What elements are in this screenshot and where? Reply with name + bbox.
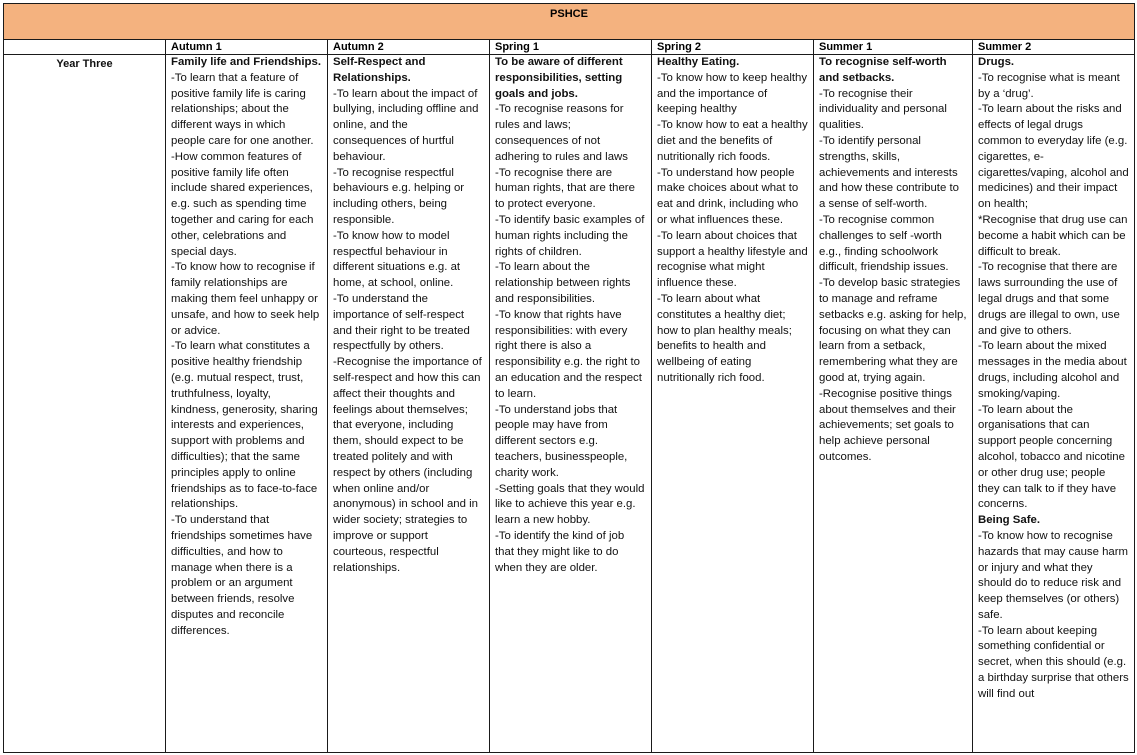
objective-item: -To learn about the relationship between rights and responsibilities. [495, 261, 631, 305]
objective-item: -To learn about what constitutes a healthy diet; how to plan healthy meals; benefits to health and wellbeing of eating nutritionally rich food. [657, 292, 792, 384]
objective-item: -To know how to model respectful behaviour in different situations e.g. at home, at school, online. [333, 229, 461, 290]
term-header-spring-1: Spring 1 [490, 40, 652, 55]
objective-item: -To recognise respectful behaviours e.g. helping or including others, being responsible. [333, 166, 465, 226]
topic-title: Drugs. [978, 56, 1015, 68]
objective-item: -To recognise common challenges to self -worth e.g., finding schoolwork difficult, friendship issues. [819, 213, 949, 274]
objective-item: -How common features of positive family life often include shared experiences, e.g. such as spending time together and caring for each other, celebrations and special days. [171, 150, 314, 258]
objective-item: -To learn that a feature of positive family life is caring relationships; about the different ways in which people care for one another. [171, 71, 314, 147]
content-cell-autumn-1 [166, 55, 328, 753]
objective-item: -To understand how people make choices about what to eat and drink, including who or what influences these. [657, 166, 799, 226]
objective-item: -To learn about keeping something confidential or secret, when this should (e.g. a birthday surprise that others will find out [978, 624, 1129, 700]
term-header-spring-2: Spring 2 [652, 40, 814, 55]
objective-item: -To know how to eat a healthy diet and the benefits of nutritionally rich foods. [657, 119, 808, 163]
objective-item: *Recognise that drug use can become a habit which can be difficult to break. [978, 213, 1128, 258]
term-header-summer-2: Summer 2 [973, 40, 1135, 55]
objective-item: -To learn about the mixed messages in the media about drugs, including alcohol and smoking/vaping. [978, 340, 1127, 400]
term-header-summer-1: Summer 1 [814, 40, 973, 55]
objective-item: -To recognise that there are laws surrounding the use of legal drugs and that some drugs are illegal to own, use and give to others. [978, 261, 1120, 337]
objective-item: -Recognise the importance of self-respect and how this can affect their thoughts and feelings about themselves; that everyone, including them, should expect to be treated politely and with respect by others (including when online and/or anonymous) in school and in wider society; strategies to improve or support courteous, respectful relationships. [333, 356, 482, 574]
objective-item: -To know how to recognise hazards that may cause harm or injury and what they should do to reduce risk and keep themselves (or others) safe. [978, 529, 1129, 621]
year-label: Year Three [4, 55, 166, 753]
table-title: PSHCE [4, 4, 1135, 40]
objective-item: -To recognise their individuality and personal qualities. [819, 87, 947, 132]
objective-item: -To learn what constitutes a positive healthy friendship (e.g. mutual respect, trust, truthfulness, loyalty, kindness, generosity, sharing interests and experiences, support with problems and difficulties); that the same principles apply to online friendships as to face-to-face relationships. [171, 340, 318, 511]
topic-title: To recognise self-worth and setbacks. [819, 56, 947, 84]
content-cell-autumn-2 [328, 55, 490, 753]
year-three-row [4, 55, 1135, 753]
topic-title: To be aware of different responsibilities, setting goals and jobs. [495, 56, 623, 100]
topic-title: Family life and Friendships. [171, 56, 322, 68]
objective-item: -To recognise there are human rights, that are there to protect everyone. [495, 166, 635, 211]
objective-item: -To identify personal strengths, skills, achievements and interests and how these contribute to a sense of self-worth. [819, 134, 959, 211]
objective-item: -To understand that friendships sometimes have difficulties, and how to manage when there is a problem or an argument between friends, resolve disputes and reconcile differences. [171, 514, 313, 637]
content-cell-spring-2 [652, 55, 814, 753]
objective-item: -To recognise what is meant by a ‘drug’. [978, 71, 1120, 100]
objective-item: -Setting goals that they would like to achieve this year e.g. learn a new hobby. [495, 482, 645, 527]
objective-item: -To identify the kind of job that they might like to do when they are older. [495, 529, 625, 574]
objective-item: -To learn about the impact of bullying, including offline and online, and the consequences of hurtful behaviour. [333, 87, 479, 163]
title-row [4, 4, 1135, 40]
objective-item: -To learn about the organisations that can support people concerning alcohol, tobacco and nicotine or other drug use; people they can talk to if they have concerns. [978, 403, 1125, 511]
objective-item: -To understand the importance of self-respect and their right to be treated respectfully by others. [333, 292, 470, 353]
content-cell-summer-1 [814, 55, 973, 753]
term-header-row [4, 40, 1135, 55]
objective-item: -To learn about the risks and effects of legal drugs common to everyday life (e.g. cigarettes, e-cigarettes/vaping, alcohol and medicines) and their impact on health; [978, 103, 1129, 211]
year-header-cell [4, 40, 166, 55]
objective-item: -To identify basic examples of human rights including the rights of children. [495, 213, 645, 258]
objective-item: -To know how to recognise if family relationships are making them feel unhappy or unsafe, and how to seek help or advice. [171, 261, 320, 337]
objective-item: -To recognise reasons for rules and laws; consequences of not adhering to rules and laws [495, 103, 628, 163]
curriculum-table [3, 3, 1135, 753]
objective-item: -To know that rights have responsibilities: with every right there is also a responsibility e.g. the right to an education and the respect to learn. [495, 308, 642, 400]
objective-item: -To know how to keep healthy and the importance of keeping healthy [657, 71, 808, 116]
content-cell-spring-1 [490, 55, 652, 753]
content-cell-summer-2 [973, 55, 1135, 753]
topic-title: Healthy Eating. [657, 56, 740, 68]
term-header-autumn-2: Autumn 2 [328, 40, 490, 55]
objective-item: -To understand jobs that people may have from different sectors e.g. teachers, businesspeople, charity work. [495, 403, 628, 479]
term-header-autumn-1: Autumn 1 [166, 40, 328, 55]
topic-title: Self-Respect and Relationships. [333, 56, 426, 84]
objective-item: -Recognise positive things about themselves and their achievements; set goals to help achieve personal outcomes. [819, 387, 956, 463]
objective-item: -To develop basic strategies to manage and reframe setbacks e.g. asking for help, focusing on what they can learn from a setback, remembering what they are good at, trying again. [819, 277, 967, 384]
objective-item: -To learn about choices that support a healthy lifestyle and recognise what might influence these. [657, 229, 808, 290]
topic-title: Being Safe. [978, 514, 1041, 527]
